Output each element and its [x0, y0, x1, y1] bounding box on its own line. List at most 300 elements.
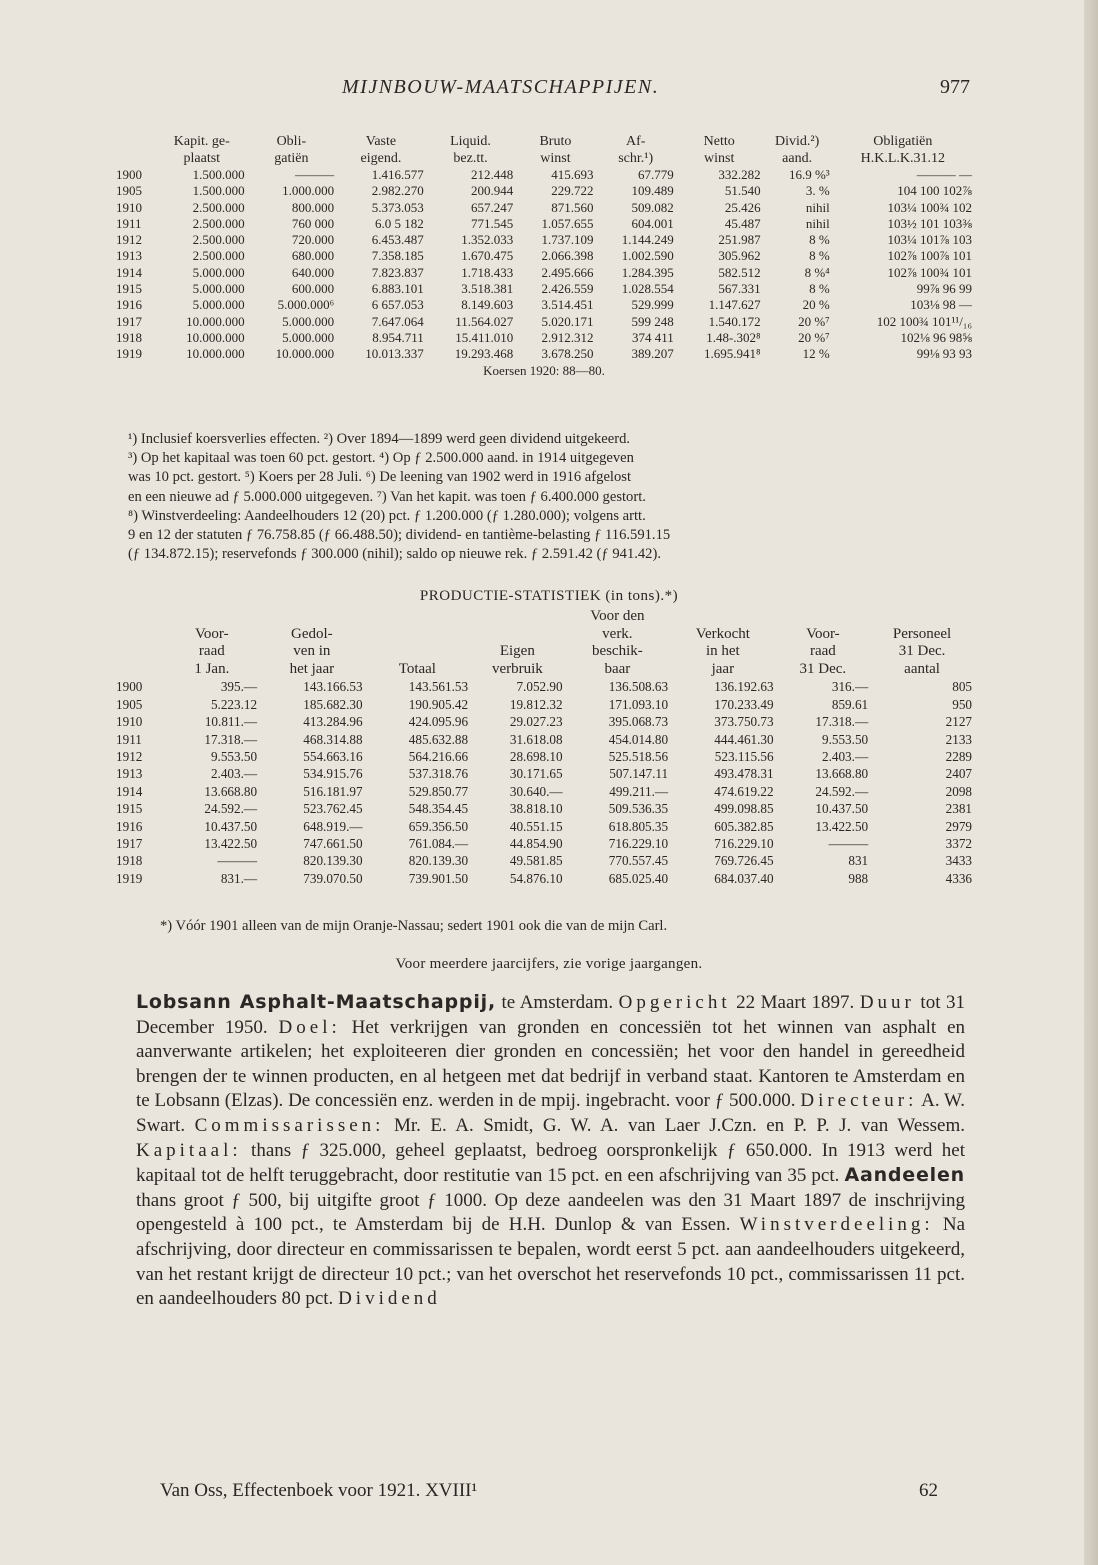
fin-table-cell: 51.540: [724, 183, 761, 199]
fin-table-cell: 2.426.559: [541, 281, 594, 297]
prod-column-header: Voor- raad 31 Dec.: [799, 625, 847, 677]
fin-table-cell: 5.000.000: [192, 297, 245, 313]
fin-table-cell: 15.411.010: [455, 329, 514, 345]
fin-table-row: [114, 216, 974, 232]
prod-table-cell: 17.318.—: [204, 731, 258, 747]
prod-table-cell: 10.811.—: [204, 714, 258, 730]
fin-table-cell: 305.962: [718, 248, 761, 264]
fin-table-cell: 1.352.033: [461, 232, 514, 248]
fin-table-cell: 871.560: [551, 199, 594, 215]
kapitaal-label: Kapitaal:: [136, 1139, 242, 1161]
fin-table-cell: 509.082: [631, 199, 674, 215]
fin-table-cell: 800.000: [291, 199, 335, 215]
prod-table-cell: 13.422.50: [815, 818, 869, 834]
prod-table-cell: 31.618.08: [509, 731, 563, 747]
prod-table-cell: 554.663.16: [303, 749, 363, 764]
fin-table-cell: 102 100¾ 101¹¹/₁₆: [876, 313, 972, 329]
duur-label: Duur: [859, 992, 915, 1013]
fin-table-cell: 212.448: [471, 167, 514, 182]
prod-table-cell: 1905: [116, 696, 143, 712]
footnote-line: ¹) Inclusief koersverlies effecten. ²) Over 1894—1899 werd geen dividend uitgekeerd.: [128, 431, 631, 447]
prod-table-cell: 770.557.45: [608, 853, 669, 869]
fin-table-cell: 229.722: [551, 183, 594, 199]
fin-table-cell: 1.057.655: [541, 215, 594, 231]
production-table: [114, 608, 974, 887]
fin-table-cell: 20 %⁷: [798, 329, 830, 345]
fin-table-cell: 2.500.000: [192, 232, 245, 248]
fin-table-cell: 1913: [116, 248, 142, 264]
fin-table-cell: 102⅛ 96 98⅝: [900, 329, 972, 345]
fin-table-cell: 103½ 101 103⅜: [887, 215, 972, 231]
prod-table-cell: 3433: [945, 853, 972, 869]
prod-table-cell: 13.668.80: [815, 766, 869, 782]
prod-table-row: [114, 765, 974, 782]
fin-table-cell: 1910: [116, 199, 142, 215]
fin-table-cell: 104 100 102⅞: [897, 183, 972, 199]
fin-table-cell: 103⅛ 98 —: [910, 297, 972, 313]
article-paragraph: [136, 990, 965, 1312]
prod-table-cell: 499.211.—: [609, 783, 669, 799]
prod-column-header: [114, 608, 165, 678]
prod-table-row: [114, 783, 974, 800]
fin-table-row: [114, 346, 974, 362]
prod-table-cell: 185.682.30: [303, 696, 363, 712]
fin-table-cell: 109.489: [631, 183, 674, 199]
running-title: MIJNBOUW-MAATSCHAPPIJEN.: [342, 76, 660, 98]
fin-table-cell: 2.500.000: [192, 199, 245, 215]
footer-source: Van Oss, Effectenboek voor 1921. XVIII¹: [160, 1480, 478, 1501]
footnote-line: 9 en 12 der statuten ƒ 76.758.85 (ƒ 66.488.50); dividend- en tantième-belasting ƒ 116.591.15: [128, 527, 671, 544]
fin-table-cell: 16.9 %³: [788, 167, 830, 182]
fin-table-cell: 1.695.941⁸: [704, 346, 761, 362]
prod-table-cell: 136.192.63: [714, 679, 774, 695]
prod-table-cell: 38.818.10: [509, 801, 563, 817]
prod-table-cell: 499.098.85: [714, 801, 774, 817]
prod-table-cell: 2381: [945, 801, 972, 817]
doel-label: Doel:: [278, 1016, 341, 1038]
prod-table-cell: 143.166.53: [303, 679, 363, 695]
fin-table-cell: 10.000.000: [186, 313, 245, 329]
fin-table-cell: 1919: [116, 346, 142, 362]
article-text: thans groot ƒ 500, bij uitgifte groot ƒ 1000. Op deze aandeelen was den 31 Maart 1897 de inschrijving opengesteld à 100 pct., te Amsterdam bij de H.H. Dunlop & van Essen.: [136, 1189, 965, 1236]
prod-table-cell: 509.536.35: [608, 801, 669, 817]
fin-table-row: [114, 167, 974, 183]
fin-table-cell: 3. %: [805, 183, 830, 199]
prod-table-cell: 19.812.32: [509, 696, 563, 712]
article-text: A. W. Swart.: [136, 1090, 965, 1136]
footnote-line: ⁸) Winstverdeeling: Aandeelhouders 12 (20) pct. ƒ 1.200.000 (ƒ 1.280.000); volgens artt.: [128, 507, 646, 524]
prod-table-cell: 49.581.85: [509, 853, 563, 869]
prod-table-cell: 2127: [945, 714, 972, 730]
fin-table-cell: 2.495.666: [541, 264, 594, 280]
prod-table-cell: 1916: [116, 818, 143, 834]
fin-table-cell: 6 657.053: [371, 297, 424, 313]
fin-table-cell: 2.912.312: [541, 329, 594, 345]
fin-table-cell: 529.999: [631, 297, 674, 313]
prod-table-cell: 529.850.77: [408, 783, 469, 799]
fin-table-cell: 11.564.027: [455, 313, 514, 329]
fin-table-cell: 103¼ 101⅞ 103: [887, 232, 972, 248]
fin-table-cell: 5.020.171: [541, 313, 594, 329]
opgericht-label: Opgericht: [618, 992, 731, 1013]
production-table-title: PRODUCTIE-STATISTIEK (in tons).*): [419, 588, 679, 604]
prod-table-cell: 24.592.—: [815, 783, 869, 799]
prod-table-cell: 2979: [945, 818, 972, 834]
prod-table-cell: 28.698.10: [509, 749, 563, 764]
production-table-body: [114, 678, 974, 887]
prod-table-cell: 316.—: [831, 679, 869, 695]
fin-table-cell: 5.000.000⁶: [277, 297, 335, 313]
fin-table-cell: 1.416.577: [371, 167, 424, 182]
fin-table-cell: nihil: [805, 215, 830, 231]
prod-table-cell: 648.919.—: [303, 818, 363, 834]
prod-table-cell: 29.027.23: [509, 714, 563, 730]
fin-column-header: Af- schr.¹): [618, 134, 654, 166]
prod-table-cell: 525.518.56: [608, 749, 669, 764]
prod-table-cell: 2.403.—: [821, 749, 869, 764]
prod-table-cell: 1911: [116, 731, 142, 747]
prod-table-cell: 4336: [945, 870, 972, 886]
fin-column-header: Vaste eigend.: [360, 134, 402, 166]
prod-table-row: [114, 678, 974, 695]
fin-table-cell: 102⅞ 100¾ 101: [887, 264, 972, 280]
fin-table-cell: 3.678.250: [541, 346, 594, 362]
financial-footnotes: [128, 430, 964, 564]
article-text: Mr. E. A. Smidt, G. W. A. van Laer J.Czn. en P. P. J. van Wessem.: [384, 1114, 966, 1136]
fin-table-cell: 6.883.101: [371, 281, 424, 297]
prod-table-cell: 468.314.88: [303, 731, 363, 747]
fin-column-header: Divid.²) aand.: [775, 134, 820, 166]
fin-table-cell: 200.944: [471, 183, 514, 199]
prod-table-cell: 171.093.10: [608, 696, 669, 712]
prod-column-header: Personeel 31 Dec. aantal: [892, 625, 952, 677]
prod-table-cell: 716.229.10: [714, 836, 774, 852]
fin-table-cell: 1.670.475: [461, 248, 514, 264]
prod-table-cell: 493.478.31: [714, 766, 774, 782]
prod-table-cell: 534.915.76: [303, 766, 363, 782]
prod-table-cell: 605.382.85: [714, 818, 774, 834]
fin-table-cell: 8 %: [809, 232, 830, 248]
fin-table-cell: 5.000.000: [282, 329, 335, 345]
prod-table-row: [114, 731, 974, 748]
prod-table-cell: 10.437.50: [815, 801, 869, 817]
prod-table-cell: 474.619.22: [714, 783, 774, 799]
article-text: Na afschrijving, door directeur en commissarissen te bepalen, wordt eerst 5 pct. aan aandeelhouders uitgekeerd, van het restant krijgt de directeur 10 pct.; van het overschot het reservefonds 10 pct., commissarissen 11 pct. en aandeelhouders 80 pct.: [136, 1214, 966, 1310]
prod-table-cell: 685.025.40: [608, 870, 669, 886]
fin-table-cell: 1.737.109: [541, 232, 594, 248]
fin-table-cell: 2.500.000: [192, 215, 245, 231]
fin-table-cell: 251.987: [718, 232, 761, 248]
fin-table-cell: 657.247: [471, 199, 514, 215]
fin-table-row: [114, 330, 974, 346]
fin-table-cell: 7.647.064: [371, 313, 424, 329]
fin-column-header: Netto winst: [703, 134, 735, 166]
prod-table-cell: 17.318.—: [815, 714, 869, 730]
prod-table-cell: 373.750.73: [714, 714, 774, 730]
fin-table-cell: 3.518.381: [461, 281, 514, 297]
fin-table-cell: 1.500.000: [192, 167, 245, 182]
prod-table-cell: 1918: [116, 853, 143, 869]
prod-table-cell: 190.905.42: [408, 696, 469, 712]
prod-table-cell: 3372: [945, 836, 972, 852]
fin-table-cell: 1905: [116, 183, 142, 199]
fin-table-cell: 8.954.711: [372, 329, 424, 345]
fin-table-cell: 640.000: [291, 264, 335, 280]
fin-table-cell: 680.000: [291, 248, 335, 264]
fin-table-cell: 1.48-.302⁸: [706, 329, 761, 345]
financial-table: [114, 133, 974, 379]
fin-column-header: Obli- gatiën: [274, 134, 309, 166]
fin-table-cell: 1.000.000: [282, 183, 335, 199]
fin-table-row: [114, 183, 974, 199]
fin-table-cell: 10.000.000: [186, 346, 245, 362]
prod-table-cell: 424.095.96: [408, 714, 469, 730]
prod-table-cell: 1913: [116, 766, 143, 782]
prod-table-cell: 684.037.40: [714, 870, 774, 886]
fin-table-cell: 103¼ 100¾ 102: [887, 199, 972, 215]
prod-table-cell: 2289: [945, 749, 972, 764]
prod-column-header: Totaal: [398, 660, 436, 677]
prod-table-cell: 13.422.50: [204, 836, 258, 852]
fin-column-header: Obligatiën H.K.L.K.31.12: [860, 134, 946, 166]
fin-table-cell: 99⅞ 96 99: [916, 281, 972, 297]
prod-table-cell: 820.139.30: [408, 853, 469, 869]
prod-column-header: Verkocht in het jaar: [695, 625, 750, 677]
prod-table-cell: 1914: [116, 783, 143, 799]
financial-table-header: [114, 133, 974, 167]
prod-table-row: [114, 852, 974, 869]
prod-table-cell: 9.553.50: [210, 749, 258, 764]
fin-table-cell: 10.000.000: [186, 329, 245, 345]
prod-table-cell: 716.229.10: [608, 836, 669, 852]
commissarissen-label: Commissarissen:: [194, 1114, 385, 1136]
fin-table-cell: 1.718.433: [461, 264, 514, 280]
fin-table-cell: 1.147.627: [708, 297, 761, 313]
prod-table-cell: 30.171.65: [509, 766, 563, 782]
fin-table-cell: 599 248: [631, 313, 674, 329]
fin-table-cell: 5.000.000: [192, 264, 245, 280]
prod-table-row: [114, 748, 974, 765]
prod-table-cell: 10.437.50: [204, 818, 258, 834]
fin-table-cell: 2.066.398: [541, 248, 594, 264]
fin-table-cell: 1.284.395: [621, 264, 674, 280]
prod-table-cell: 44.854.90: [509, 836, 563, 852]
fin-table-cell: 10.013.337: [365, 346, 424, 362]
koersen-line: Koersen 1920: 88—80.: [483, 362, 605, 378]
fin-table-cell: 1.500.000: [192, 183, 245, 199]
prod-column-header: Eigen verbruik: [491, 643, 543, 677]
prod-table-cell: 1917: [116, 836, 143, 852]
prod-table-cell: 618.805.35: [608, 818, 669, 834]
fin-table-cell: 102⅞ 100⅞ 101: [887, 248, 972, 264]
prod-table-cell: 1900: [116, 679, 143, 695]
fin-table-cell: 10.000.000: [275, 346, 335, 362]
prod-table-cell: 54.876.10: [509, 870, 563, 886]
prod-table-row: [114, 835, 974, 852]
fin-table-cell: 1.540.172: [708, 313, 761, 329]
footer-signature: 62: [919, 1480, 938, 1501]
prod-table-cell: 143.561.53: [408, 679, 469, 695]
fin-table-cell: 760 000: [291, 215, 335, 231]
more-years-note: Voor meerdere jaarcijfers, zie vorige jaargangen.: [395, 956, 703, 972]
fin-table-cell: 7.358.185: [371, 248, 424, 264]
prod-column-header: Gedol- ven in het jaar: [289, 625, 335, 677]
prod-table-row: [114, 800, 974, 817]
prod-table-cell: 523.762.45: [303, 801, 363, 817]
fin-table-cell: 374 411: [632, 329, 674, 345]
fin-table-cell: 1.028.554: [621, 281, 674, 297]
fin-table-cell: 1916: [116, 297, 142, 313]
prod-table-cell: 769.726.45: [714, 853, 774, 869]
prod-table-cell: 739.070.50: [303, 870, 363, 886]
fin-table-cell: nihil: [805, 199, 830, 215]
fin-table-cell: 2.982.270: [371, 183, 424, 199]
koersen-row: [114, 363, 974, 379]
fin-table-row: [114, 281, 974, 297]
fin-table-row: [114, 297, 974, 313]
fin-table-row: [114, 232, 974, 248]
prod-table-cell: 2.403.—: [210, 766, 258, 782]
fin-table-cell: 1918: [116, 329, 142, 345]
prod-table-cell: 1915: [116, 801, 143, 817]
prod-table-cell: 395.068.73: [608, 714, 669, 730]
aandeelen-label: Aandeelen: [844, 1164, 965, 1187]
prod-table-cell: 30.640.—: [509, 783, 563, 799]
fin-table-cell: 1900: [116, 167, 142, 182]
prod-table-cell: 9.553.50: [821, 731, 869, 747]
fin-table-cell: ——— —: [916, 167, 972, 182]
winstverdeeling-label: Winstverdeeling:: [739, 1214, 934, 1236]
prod-table-cell: 1910: [116, 714, 143, 730]
directeur-label: Directeur:: [800, 1090, 918, 1112]
fin-table-cell: 5.000.000: [282, 313, 335, 329]
prod-table-cell: 1919: [116, 870, 143, 886]
fin-table-cell: 12 %: [802, 346, 830, 362]
fin-table-cell: 771.545: [471, 215, 514, 231]
fin-table-cell: 8.149.603: [461, 297, 514, 313]
fin-table-cell: 19.293.468: [454, 346, 514, 362]
fin-table-cell: 99⅛ 93 93: [916, 346, 972, 362]
prod-table-cell: 2407: [945, 766, 972, 782]
fin-table-cell: 20 %: [802, 297, 830, 313]
company-article: [136, 990, 965, 1312]
fin-table-cell: 67.779: [638, 167, 674, 182]
article-text: 22 Maart 1897.: [730, 992, 860, 1013]
prod-table-cell: 2133: [945, 731, 972, 747]
fin-table-cell: 582.512: [718, 264, 761, 280]
fin-table-cell: 1912: [116, 232, 142, 248]
fin-table-cell: 45.487: [724, 215, 761, 231]
prod-table-cell: 950: [952, 696, 972, 712]
prod-table-cell: 761.084.—: [408, 836, 469, 852]
article-text: te Amsterdam.: [495, 992, 619, 1013]
prod-table-cell: 170.233.49: [714, 696, 774, 712]
fin-column-header: [114, 133, 157, 167]
page-edge: [1084, 0, 1098, 1565]
prod-table-cell: 659.356.50: [408, 818, 469, 834]
prod-table-cell: 523.115.56: [714, 749, 774, 764]
fin-table-row: [114, 265, 974, 281]
prod-table-cell: 831.—: [220, 870, 258, 886]
prod-table-cell: 739.901.50: [408, 870, 469, 886]
fin-table-cell: 720.000: [291, 232, 335, 248]
fin-table-cell: ———: [295, 167, 335, 182]
prod-table-cell: 820.139.30: [303, 853, 363, 869]
financial-table-body: [114, 167, 974, 363]
article-text: thans ƒ 325.000, geheel geplaatst, bedroeg oorspronkelijk ƒ 650.000. In 1913 werd het kapitaal tot de helft teruggebracht, door restitutie van 15 pct. en een afschrijving van 35 pct.: [136, 1139, 965, 1187]
fin-table-cell: 8 %: [809, 281, 830, 297]
fin-table-cell: 1911: [116, 215, 142, 231]
prod-table-row: [114, 870, 974, 887]
prod-table-row: [114, 818, 974, 835]
prod-table-cell: 24.592.—: [204, 801, 258, 817]
prod-table-cell: 13.668.80: [204, 783, 258, 799]
prod-table-cell: 548.354.45: [408, 801, 469, 817]
fin-table-cell: 5.000.000: [192, 281, 245, 297]
prod-table-cell: 7.052.90: [516, 679, 563, 695]
prod-table-cell: 5.223.12: [210, 696, 258, 712]
prod-table-cell: 747.661.50: [303, 836, 363, 852]
prod-table-cell: 40.551.15: [509, 818, 563, 834]
fin-table-cell: 3.514.451: [541, 297, 594, 313]
article-text: tot 31 December 1950.: [136, 992, 965, 1038]
fin-table-cell: 1917: [116, 313, 142, 329]
fin-table-cell: 6.0 5 182: [374, 215, 424, 231]
fin-table-cell: 332.282: [718, 167, 761, 182]
prod-column-header: Voor- raad 1 Jan.: [194, 625, 230, 677]
production-footnote: *) Vóór 1901 alleen van de mijn Oranje-Nassau; sedert 1901 ook die van de mijn Carl.: [160, 918, 668, 934]
fin-table-cell: 1915: [116, 281, 142, 297]
prod-table-cell: ———: [217, 853, 258, 869]
fin-table-cell: 2.500.000: [192, 248, 245, 264]
prod-table-cell: 2098: [945, 783, 972, 799]
fin-table-cell: 25.426: [724, 199, 761, 215]
fin-table-cell: 20 %⁷: [798, 313, 830, 329]
prod-table-cell: 988: [848, 870, 869, 886]
prod-table-cell: 444.461.30: [714, 731, 774, 747]
fin-table-cell: 600.000: [291, 281, 335, 297]
prod-column-header: Voor den verk. beschik- baar: [590, 608, 645, 677]
footnote-line: (ƒ 134.872.15); reservefonds ƒ 300.000 (nihil); saldo op nieuwe rek. ƒ 2.591.42 (ƒ 941.42).: [128, 546, 661, 563]
fin-table-cell: 5.373.053: [371, 199, 424, 215]
fin-table-row: [114, 200, 974, 216]
fin-table-row: [114, 248, 974, 264]
fin-column-header: Bruto winst: [539, 134, 572, 166]
prod-table-cell: 564.216.66: [408, 749, 469, 764]
fin-table-cell: 567.331: [718, 281, 761, 297]
prod-table-cell: 859.61: [831, 696, 869, 712]
prod-table-cell: 136.508.63: [608, 679, 669, 695]
prod-table-cell: 537.318.76: [408, 766, 469, 782]
prod-table-cell: 395.—: [220, 679, 258, 695]
fin-table-row: [114, 314, 974, 330]
fin-table-cell: 389.207: [631, 346, 674, 362]
fin-table-cell: 1914: [116, 264, 142, 280]
prod-table-cell: 454.014.80: [608, 731, 669, 747]
fin-column-header: Liquid. bez.tt.: [450, 134, 491, 166]
fin-table-cell: 6.453.487: [371, 232, 424, 248]
page-header: [120, 76, 970, 106]
footnote-line: was 10 pct. gestort. ⁵) Koers per 28 Juli. ⁶) De leening van 1902 werd in 1916 afgelost: [128, 469, 632, 486]
footnote-line: en een nieuwe ad ƒ 5.000.000 uitgegeven. ⁷) Van het kapit. was toen ƒ 6.400.000 gestort.: [128, 488, 646, 505]
fin-table-cell: 1.002.590: [621, 248, 674, 264]
prod-table-cell: 507.147.11: [609, 766, 669, 782]
prod-table-cell: ———: [828, 836, 869, 852]
production-table-header: [114, 608, 974, 678]
page-number: 977: [940, 76, 970, 98]
prod-table-cell: 413.284.96: [303, 714, 363, 730]
fin-table-cell: 604.001: [631, 215, 674, 231]
